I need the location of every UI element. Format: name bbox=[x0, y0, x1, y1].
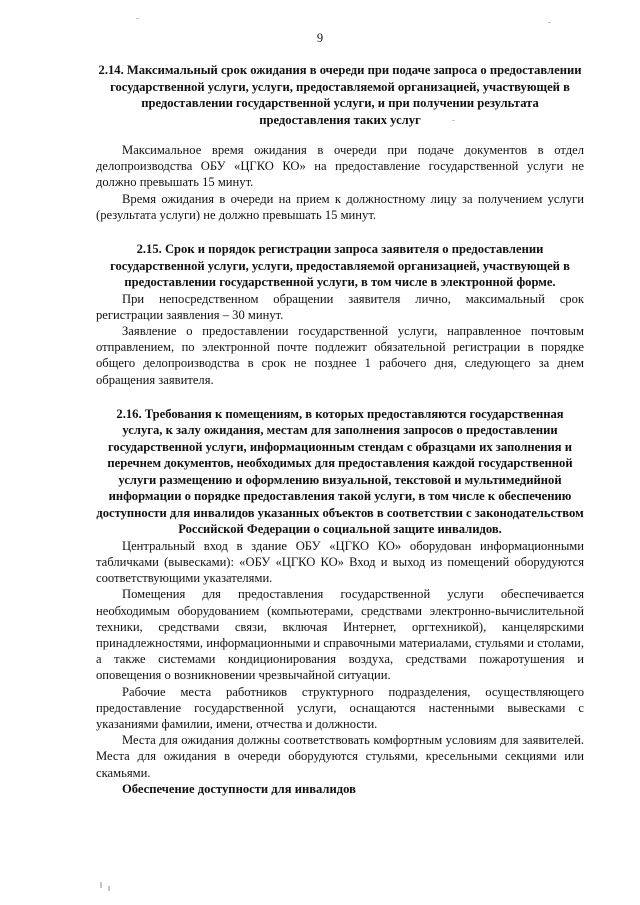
section-spacer bbox=[96, 388, 584, 406]
paragraph-2-16-3: Рабочие места работников структурного подразделения, осуществляющего предоставление государственной услуги, оснащаются настенными вывесками с указаниями фамилии, имени, отчества и должности. bbox=[96, 684, 584, 731]
paragraph-2-15-2: Заявление о предоставлении государственной услуги, направленное почтовым отправлением, по электронной почте подлежит обязательной регистрации в порядке общего делопроизводства в срок не позднее 1 рабочего дня, следующего за днем обращения заявителя. bbox=[96, 323, 584, 387]
section-heading-2-16: 2.16. Требования к помещениям, в которых предоставляются государственная услуга, к залу ожидания, местам для заполнения запросов о предоставлении государственной услуги, информационным стендам с образцами их заполнения и перечнем документов, необходимых для предоставления каждой государственной услуги размещению и оформлению визуальной, текстовой и мультимедийной информации о порядке предоставления такой услуги, в том числе к обеспечению доступности для инвалидов указанных объектов в соответствии с законодательством Российской Федерации о социальной защите инвалидов. bbox=[96, 406, 584, 537]
scan-speck bbox=[108, 886, 110, 891]
scan-speck bbox=[548, 22, 551, 23]
document-body bbox=[96, 62, 584, 797]
paragraph-2-16-4: Места для ожидания должны соответствовать комфортным условиям для заявителей. Места для ожидания в очереди оборудуются стульями, кресельными секциями или скамьями. bbox=[96, 733, 584, 780]
paragraph-2-14-2: Время ожидания в очереди на прием к должностному лицу за получением услуги (результата услуги) не должно превышать 15 минут. bbox=[96, 191, 584, 222]
section-heading-2-15: 2.15. Срок и порядок регистрации запроса заявителя о предоставлении государственной услуги, услуги, предоставляемой организацией, участвующей в предоставлении государственной услуги, в том числе в электронной форме. bbox=[110, 242, 570, 290]
paragraph-2-15-1: При непосредственном обращении заявителя лично, максимальный срок регистрации заявления – 30 минут. bbox=[96, 291, 584, 322]
scan-speck bbox=[452, 120, 455, 121]
paragraph-2-16-2: Помещения для предоставления государственной услуги обеспечивается необходимым оборудованием (компьютерами, средствами электронно-вычислительной техники, средствами связи, включая Интернет, оргтехникой), канцелярскими принадлежностями, информационными и справочными материалами, стульями и столами, а также системами кондиционирования воздуха, средствами пожаротушения и оповещения о возникновении чрезвычайной ситуации. bbox=[96, 587, 584, 683]
scan-speck bbox=[100, 882, 102, 888]
section-spacer bbox=[96, 223, 584, 241]
paragraph-2-16-1: Центральный вход в здание ОБУ «ЦГКО КО» оборудован информационными табличками (вывесками): «ОБУ «ЦГКО КО» Вход и выход из помещений оборудуются соответствующими указателями. bbox=[96, 538, 584, 586]
page-number: 9 bbox=[316, 31, 324, 45]
section-heading-2-14: 2.14. Максимальный срок ожидания в очереди при подаче запроса о предоставлении государственной услуги, услуги, предоставляемой организацией, участвующей в предоставлении государственной услуги, и при получении результата предоставления таких услуг bbox=[98, 63, 582, 127]
subheading-accessibility: Обеспечение доступности для инвалидов bbox=[122, 781, 356, 796]
scan-speck bbox=[136, 18, 139, 19]
paragraph-2-14-1: Максимальное время ожидания в очереди при подаче документов в отдел делопроизводства ОБУ «ЦГКО КО» на предоставление государственной услуги не должно превышать 15 минут. bbox=[96, 143, 584, 190]
